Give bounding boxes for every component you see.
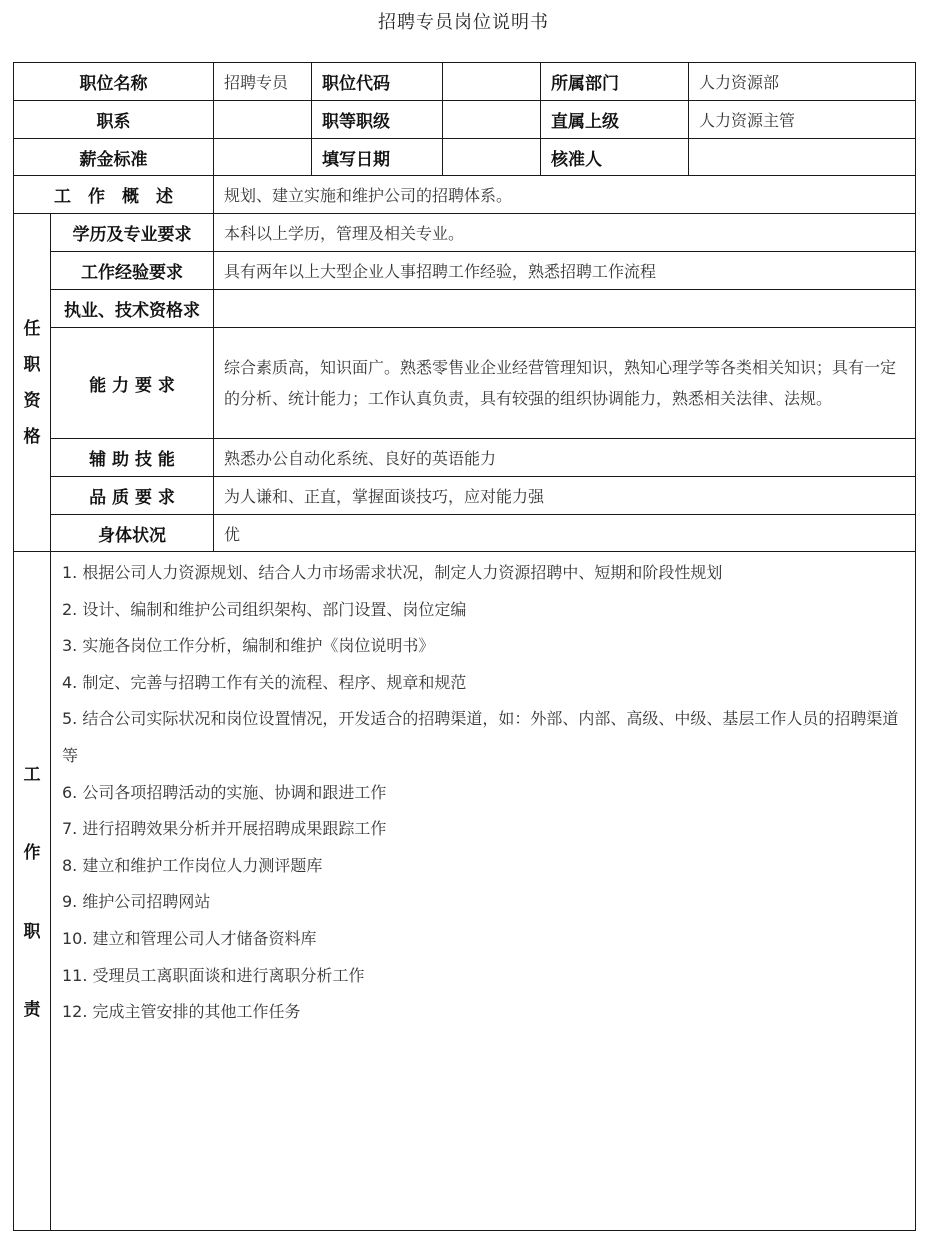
position-code-label: 职位代码 bbox=[322, 74, 390, 94]
list-item: 4. 制定、完善与招聘工作有关的流程、程序、规章和规范 bbox=[62, 672, 467, 692]
quality-value: 为人谦和、正直，掌握面谈技巧，应对能力强 bbox=[224, 487, 545, 506]
quality-label: 品 质 要 求 bbox=[89, 488, 175, 508]
duties-group-label: 工 作 职 责 bbox=[23, 765, 41, 1020]
date-value bbox=[443, 139, 540, 175]
ability-label: 能 力 要 求 bbox=[89, 375, 175, 396]
qualifications-group-label: 任 职 资 格 bbox=[23, 318, 41, 447]
list-item: 1. 根据公司人力资源规划、结合人力市场需求状况，制定人力资源招聘中、短期和阶段性规划 bbox=[62, 563, 723, 582]
date-label: 填写日期 bbox=[322, 149, 390, 170]
grade-label: 职等职级 bbox=[322, 112, 390, 132]
health-value: 优 bbox=[224, 524, 241, 544]
series-label: 职系 bbox=[96, 112, 131, 132]
skills-value: 熟悉办公自动化系统、良好的英语能力 bbox=[224, 449, 497, 468]
list-item: 6. 公司各项招聘活动的实施、协调和跟进工作 bbox=[62, 782, 387, 802]
overview-label: 工 作 概 述 bbox=[54, 187, 173, 207]
duties-list bbox=[62, 555, 912, 1031]
approver-label: 核准人 bbox=[551, 149, 602, 170]
list-item: 8. 建立和维护工作岗位人力测评题库 bbox=[62, 855, 323, 875]
list-item: 7. 进行招聘效果分析并开展招聘成果跟踪工作 bbox=[62, 819, 387, 839]
position-code-value bbox=[443, 63, 540, 100]
list-item: 10. 建立和管理公司人才储备资料库 bbox=[62, 928, 317, 948]
department-label: 所属部门 bbox=[551, 74, 619, 94]
list-item: 2. 设计、编制和维护公司组织架构、部门设置、岗位定编 bbox=[62, 599, 467, 619]
overview-text: 规划、建立实施和维护公司的招聘体系。 bbox=[224, 186, 513, 205]
approver-value bbox=[689, 139, 915, 175]
health-label: 身体状况 bbox=[98, 525, 166, 546]
document-title: 招聘专员岗位说明书 bbox=[378, 12, 549, 33]
supervisor-value: 人力资源主管 bbox=[699, 111, 796, 130]
education-label: 学历及专业要求 bbox=[72, 225, 192, 245]
position-name-value: 招聘专员 bbox=[224, 73, 289, 92]
ability-value: 综合素质高，知识面广。熟悉零售业企业经营管理知识，熟知心理学等各类相关知识；具有一定的分析、统计能力；工作认真负责，具有较强的组织协调能力，熟悉相关法律、法规。 bbox=[224, 358, 897, 408]
list-item: 5. 结合公司实际状况和岗位设置情况，开发适合的招聘渠道，如：外部、内部、高级、中级、基层工作人员的招聘渠道等 bbox=[62, 709, 899, 765]
grade-value bbox=[443, 101, 540, 138]
skills-label: 辅 助 技 能 bbox=[89, 450, 175, 470]
salary-label: 薪金标准 bbox=[79, 149, 148, 170]
salary-value bbox=[214, 139, 311, 175]
list-item: 9. 维护公司招聘网站 bbox=[62, 892, 211, 912]
experience-value: 具有两年以上大型企业人事招聘工作经验，熟悉招聘工作流程 bbox=[224, 262, 657, 281]
experience-label: 工作经验要求 bbox=[81, 263, 183, 283]
list-item: 12. 完成主管安排的其他工作任务 bbox=[62, 1002, 301, 1022]
license-value bbox=[214, 290, 915, 327]
position-name-label: 职位名称 bbox=[79, 74, 148, 94]
list-item: 3. 实施各岗位工作分析，编制和维护《岗位说明书》 bbox=[62, 636, 435, 656]
list-item: 11. 受理员工离职面谈和进行离职分析工作 bbox=[62, 965, 365, 985]
series-value bbox=[214, 101, 311, 138]
education-value: 本科以上学历，管理及相关专业。 bbox=[224, 224, 465, 243]
license-label: 执业、技术资格求 bbox=[64, 301, 200, 321]
department-value: 人力资源部 bbox=[699, 73, 780, 92]
supervisor-label: 直属上级 bbox=[551, 112, 619, 132]
